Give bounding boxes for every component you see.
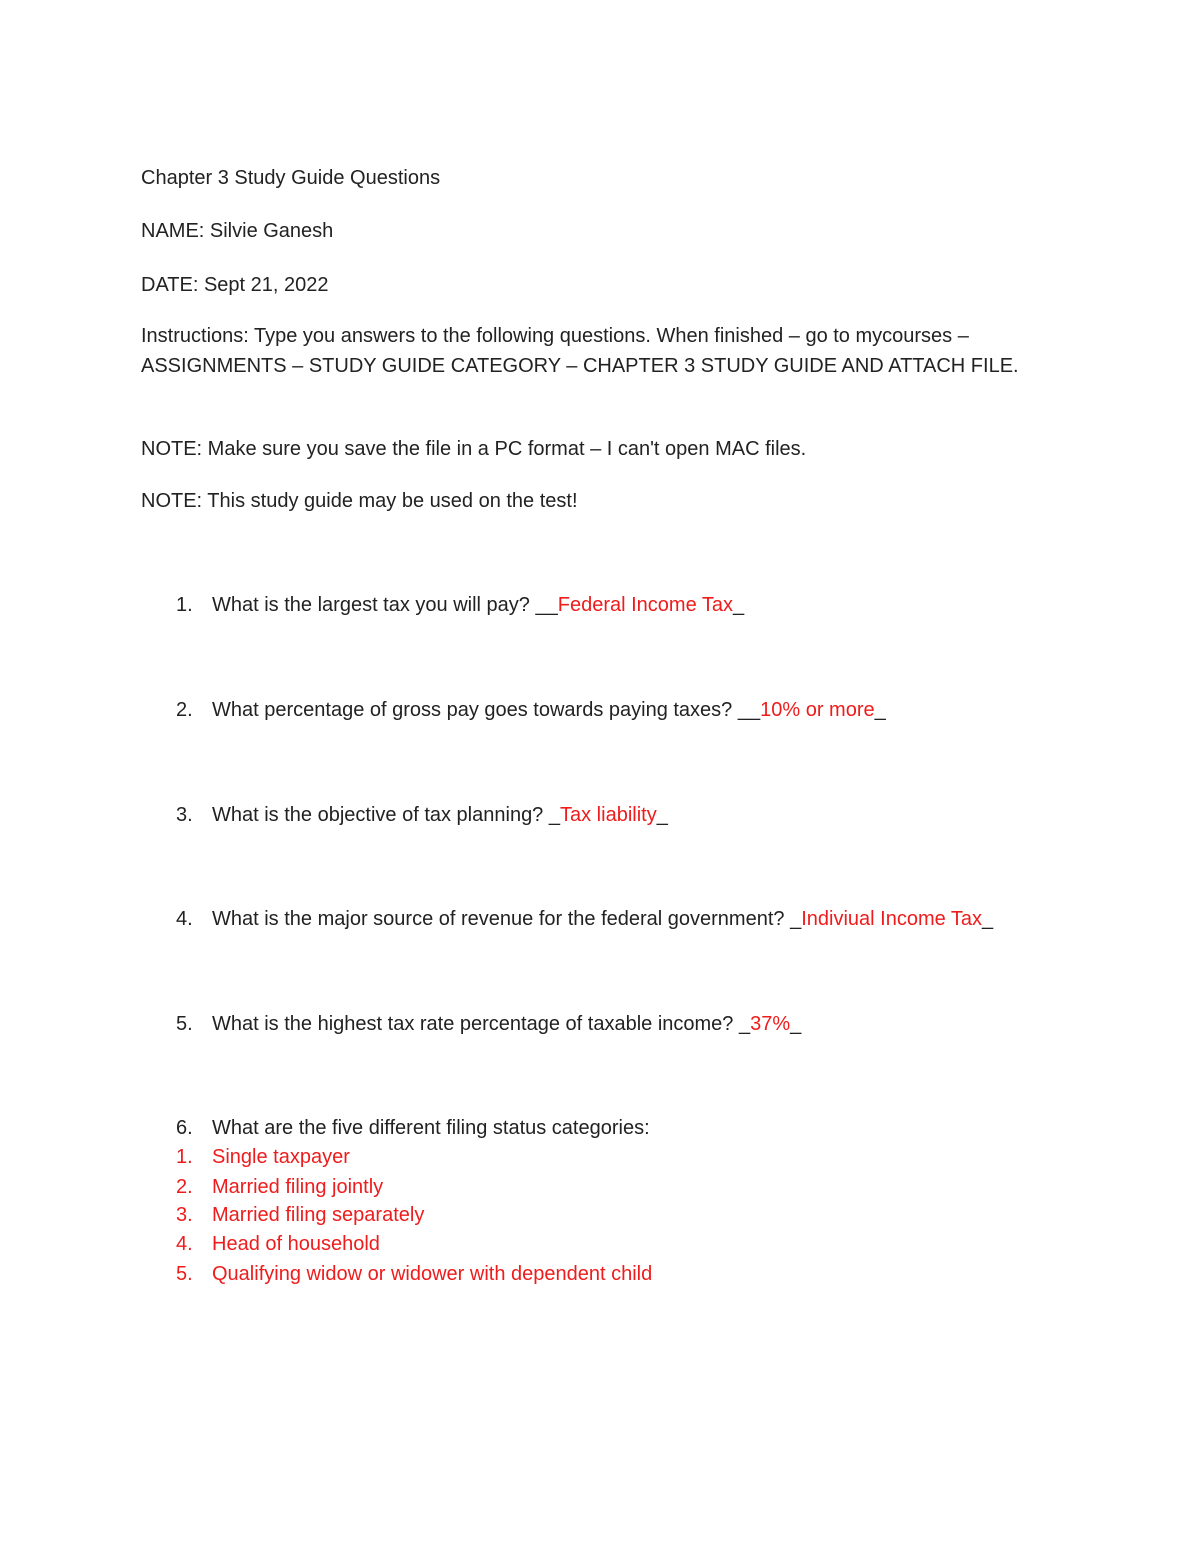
answer-suffix: _ [790, 1013, 802, 1035]
answer-text: Federal Income Tax [557, 594, 734, 616]
filing-status-item [176, 1145, 350, 1169]
question-text: What percentage of gross pay goes towards paying taxes? __ [212, 699, 761, 721]
question-number: 4. [176, 908, 193, 930]
list-item-text: Married filing jointly [212, 1176, 384, 1198]
date-line: DATE: Sept 21, 2022 [141, 274, 329, 296]
filing-status-item [176, 1262, 652, 1286]
filing-status-item [176, 1175, 383, 1199]
filing-status-item [176, 1232, 380, 1256]
list-item-text: Married filing separately [212, 1204, 425, 1226]
note-pc-format: NOTE: Make sure you save the file in a PC format – I can't open MAC files. [141, 438, 807, 460]
list-number: 2. [176, 1176, 193, 1198]
list-number: 1. [176, 1146, 193, 1168]
answer-suffix: _ [874, 699, 886, 721]
question-text: What is the major source of revenue for the federal government? _ [212, 908, 802, 930]
question-5 [176, 1012, 801, 1036]
question-3 [176, 803, 668, 827]
question-text: What is the objective of tax planning? _ [212, 804, 560, 826]
list-item-text: Head of household [212, 1233, 380, 1255]
list-number: 4. [176, 1233, 193, 1255]
question-4 [176, 907, 993, 931]
question-number: 5. [176, 1013, 193, 1035]
instructions-paragraph: Instructions: Type you answers to the following questions. When finished – go to mycourses – ASSIGNMENTS – STUDY GUIDE CATEGORY – CHAPTER 3 STUDY GUIDE AND ATTACH FILE. [141, 325, 1019, 377]
answer-suffix: _ [982, 908, 994, 930]
note-test: NOTE: This study guide may be used on the test! [141, 490, 578, 512]
question-number: 3. [176, 804, 193, 826]
question-number: 1. [176, 594, 193, 616]
answer-text: Indiviual Income Tax [801, 908, 983, 930]
question-number: 2. [176, 699, 193, 721]
question-number: 6. [176, 1117, 193, 1139]
list-number: 3. [176, 1204, 193, 1226]
question-text: What is the largest tax you will pay? __ [212, 594, 558, 616]
answer-text: 10% or more [760, 699, 875, 721]
answer-text: Tax liability [560, 804, 657, 826]
answer-text: 37% [750, 1013, 791, 1035]
answer-suffix: _ [656, 804, 668, 826]
question-6 [176, 1116, 650, 1140]
list-item-text: Single taxpayer [212, 1146, 350, 1168]
name-line: NAME: Silvie Ganesh [141, 220, 334, 242]
question-text: What is the highest tax rate percentage of taxable income? _ [212, 1013, 751, 1035]
document-title: Chapter 3 Study Guide Questions [141, 167, 441, 189]
filing-status-item [176, 1203, 424, 1227]
list-number: 5. [176, 1263, 193, 1285]
question-text: What are the five different filing status categories: [212, 1117, 650, 1139]
list-item-text: Qualifying widow or widower with dependent child [212, 1263, 653, 1285]
answer-suffix: _ [733, 594, 745, 616]
question-1 [176, 593, 744, 617]
question-2 [176, 698, 886, 722]
